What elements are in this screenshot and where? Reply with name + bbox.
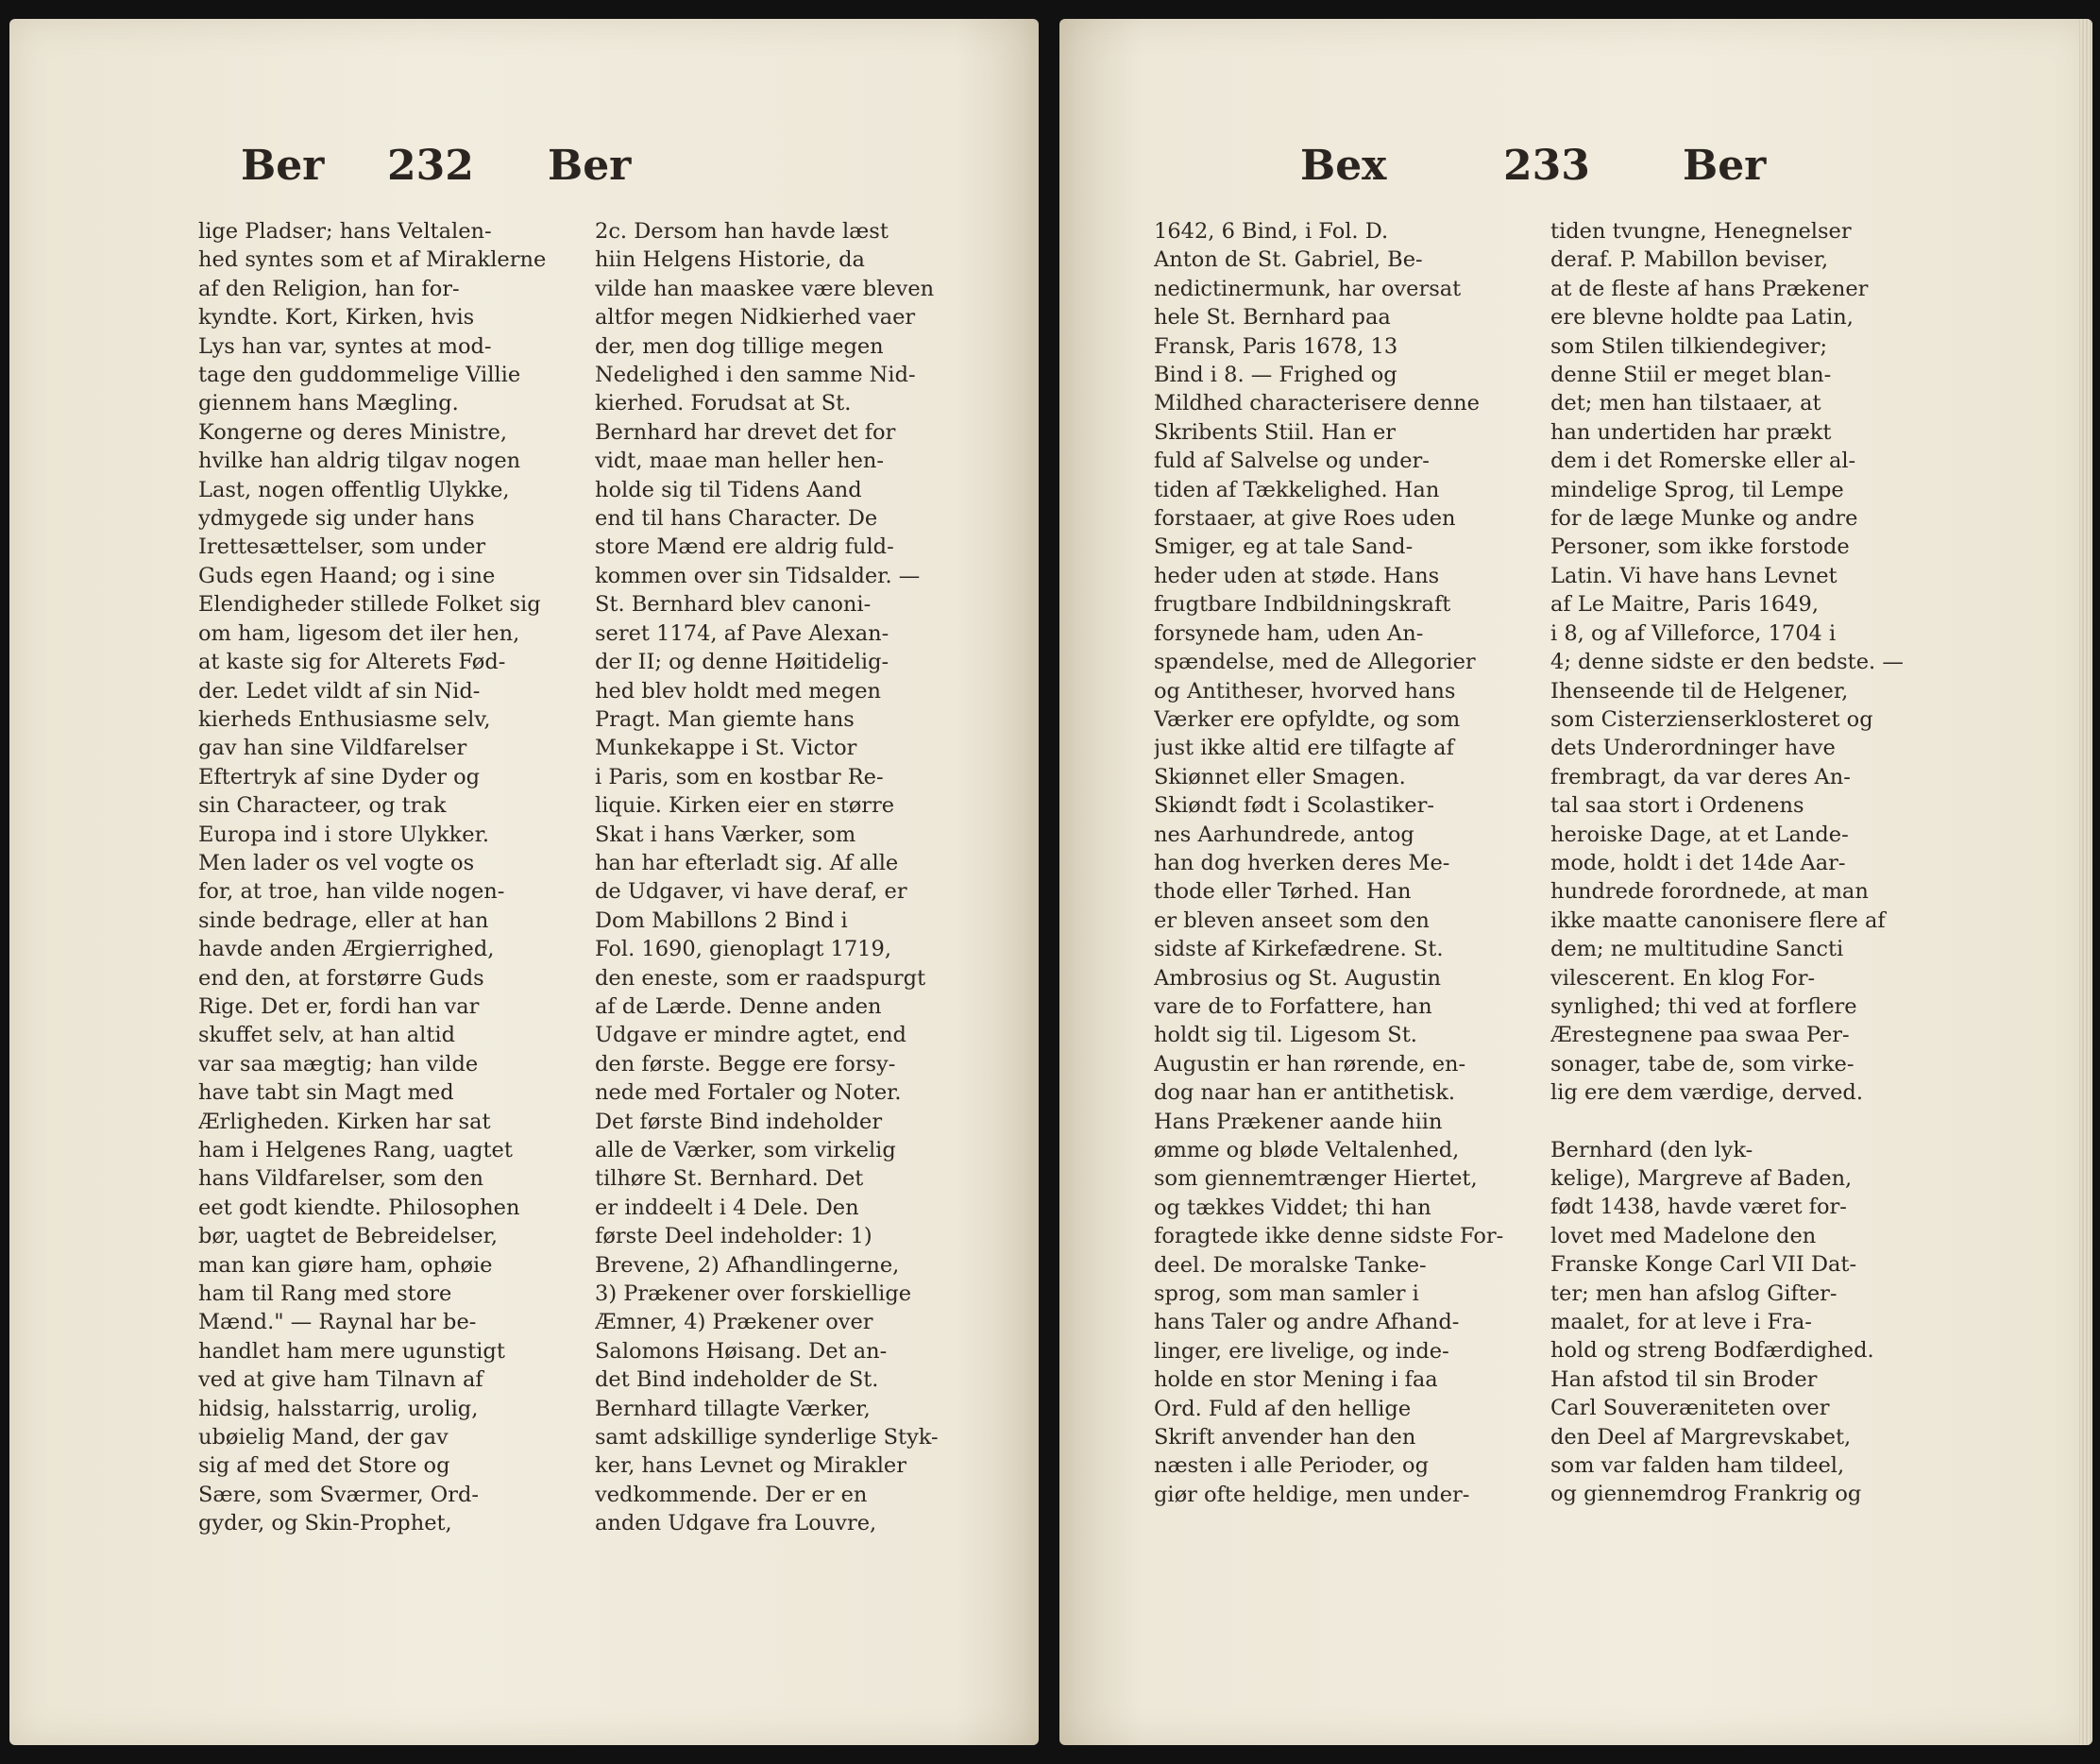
text-line: tiden tvungne, Henegnelser <box>1550 219 1852 244</box>
text-line: just ikke altid ere tilfagte af <box>1154 736 1454 761</box>
text-line: Fransk, Paris 1678, 13 <box>1154 333 1398 359</box>
text-line: deel. De moralske Tanke- <box>1154 1252 1427 1278</box>
text-line: frugtbare Indbildningskraft <box>1154 592 1451 618</box>
text-line: Kongerne og deres Ministre, <box>198 419 507 445</box>
text-line: hans Vildfarelser, som den <box>198 1166 483 1192</box>
text-line: som Cisterzienserklosteret og <box>1550 706 1873 732</box>
text-line: den Deel af Margrevskabet, <box>1550 1424 1852 1450</box>
text-line: bør, uagtet de Bebreidelser, <box>198 1224 498 1249</box>
text-line: Personer, som ikke forstode <box>1550 534 1850 560</box>
text-line: ham til Rang med store <box>198 1281 452 1307</box>
text-line: skuffet selv, at han altid <box>198 1023 455 1048</box>
text-line: Augustin er han rørende, en- <box>1154 1051 1466 1077</box>
text-line: der II; og denne Høitidelig- <box>595 650 889 675</box>
text-line: hele St. Bernhard paa <box>1154 305 1391 331</box>
text-line: af Le Maitre, Paris 1649, <box>1550 592 1819 618</box>
text-line: sidste af Kirkefædrene. St. <box>1154 937 1444 962</box>
text-line: lig ere dem værdige, derved. <box>1550 1080 1863 1106</box>
text-line: havde anden Ærgierrighed, <box>198 937 495 962</box>
text-line: ker, hans Levnet og Mirakler <box>595 1453 907 1479</box>
text-line: og tækkes Viddet; thi han <box>1154 1195 1431 1220</box>
text-line: 4; denne sidste er den bedste. — <box>1550 650 1904 675</box>
text-line: som Stilen tilkiendegiver; <box>1550 333 1828 359</box>
text-line: Bernhard har drevet det for <box>595 419 896 445</box>
text-line: Han afstod til sin Broder <box>1550 1366 1818 1392</box>
text-line: tage den guddommelige Villie <box>198 363 521 388</box>
text-line: kyndte. Kort, Kirken, hvis <box>198 305 475 331</box>
page-number: 232 <box>387 142 474 190</box>
text-line: tiden af Tækkelighed. Han <box>1154 477 1440 502</box>
text-line: Skrift anvender han den <box>1154 1425 1416 1450</box>
text-line: heder uden at støde. Hans <box>1154 563 1440 588</box>
text-line: sonager, tabe de, som virke- <box>1550 1051 1854 1077</box>
text-line: Pragt. Man giemte hans <box>595 706 855 732</box>
text-line: Franske Konge Carl VII Dat- <box>1550 1252 1857 1278</box>
text-line: Skiønnet eller Smagen. <box>1154 764 1406 789</box>
text-line: om ham, ligesom det iler hen, <box>198 620 520 646</box>
text-line: end til hans Character. De <box>595 506 878 532</box>
text-line: nede med Fortaler og Noter. <box>595 1080 902 1106</box>
right-page-header <box>1059 142 2092 198</box>
text-line: Ærestegnene paa swaa Per- <box>1550 1023 1850 1048</box>
text-line: kierhed. Forudsat at St. <box>595 391 852 416</box>
text-line: hvilke han aldrig tilgav nogen <box>198 449 521 474</box>
text-line: Brevene, 2) Afhandlingerne, <box>595 1252 900 1278</box>
text-line: de Udgaver, vi have deraf, er <box>595 879 907 905</box>
text-line: handlet ham mere ugunstigt <box>198 1338 505 1364</box>
text-line: hed syntes som et af Miraklerne <box>198 247 547 273</box>
text-line: mode, holdt i det 14de Aar- <box>1550 850 1846 875</box>
text-line: første Deel indeholder: 1) <box>595 1224 872 1249</box>
text-line: 2c. Dersom han havde læst <box>595 219 889 244</box>
text-line: sin Characteer, og trak <box>198 793 447 819</box>
text-line: end den, at forstørre Guds <box>198 965 484 991</box>
text-line <box>1550 1108 1923 1136</box>
text-line: ham i Helgenes Rang, uagtet <box>198 1138 513 1162</box>
text-line: sig af med det Store og <box>198 1453 450 1479</box>
text-line: heroiske Dage, at et Lande- <box>1550 822 1849 847</box>
text-line: giennem hans Mægling. <box>198 391 459 416</box>
text-line: lige Pladser; hans Veltalen- <box>198 219 492 244</box>
text-line: giør ofte heldige, men under- <box>1154 1482 1470 1507</box>
text-line: han har efterladt sig. Af alle <box>595 850 899 875</box>
text-line: Europa ind i store Ulykker. <box>198 822 490 847</box>
text-line: ømme og bløde Veltalenhed, <box>1154 1138 1460 1162</box>
text-line: Eftertryk af sine Dyder og <box>198 764 481 789</box>
text-line: Bernhard (den lyk- <box>1550 1137 1753 1162</box>
right-page-column-1 <box>1154 217 1527 1509</box>
text-line: den første. Begge ere forsy- <box>595 1051 896 1077</box>
text-line: Anton de St. Gabriel, Be- <box>1154 247 1423 273</box>
text-line: Hans Prækener aande hiin <box>1154 1109 1443 1134</box>
text-line: nes Aarhundrede, antog <box>1154 822 1414 847</box>
text-line: Fol. 1690, gienoplagt 1719, <box>595 937 891 962</box>
text-line: denne Stiil er meget blan- <box>1550 363 1832 388</box>
text-line: Salomons Høisang. Det an- <box>595 1338 888 1364</box>
right-page <box>1059 19 2092 1745</box>
text-line: Mildhed characterisere denne <box>1154 391 1480 416</box>
text-line: ubøielig Mand, der gav <box>198 1425 449 1450</box>
text-line: han undertiden har prækt <box>1550 419 1832 445</box>
text-line: 3) Prækener over forskiellige <box>595 1281 912 1307</box>
text-line: have tabt sin Magt med <box>198 1080 454 1106</box>
text-line: forstaaer, at give Roes uden <box>1154 506 1456 532</box>
text-line: han dog hverken deres Me- <box>1154 850 1450 875</box>
text-line: man kan giøre ham, ophøie <box>198 1252 493 1278</box>
text-line: Irettesættelser, som under <box>198 534 486 560</box>
text-line: altfor megen Nidkierhed vaer <box>595 305 916 331</box>
text-line: deraf. P. Mabillon beviser, <box>1550 247 1829 273</box>
text-line: tal saa stort i Ordenens <box>1550 793 1804 819</box>
text-line: forsynede ham, uden An- <box>1154 620 1424 646</box>
text-line: eet godt kiendte. Philosophen <box>198 1195 520 1220</box>
text-line: for, at troe, han vilde nogen- <box>198 879 505 905</box>
header-left-word: Bex <box>1300 142 1387 190</box>
text-line: holde en stor Mening i faa <box>1154 1367 1438 1393</box>
text-line: sinde bedrage, eller at han <box>198 907 489 933</box>
text-line: gyder, og Skin-Prophet, <box>198 1511 452 1536</box>
text-line: Skiøndt født i Scolastiker- <box>1154 793 1434 819</box>
text-line: Skribents Stiil. Han er <box>1154 419 1397 445</box>
text-line: Skat i hans Værker, som <box>595 822 856 847</box>
text-line: dets Underordninger have <box>1550 736 1836 761</box>
text-line: Det første Bind indeholder <box>595 1109 883 1134</box>
text-line: er bleven anseet som den <box>1154 907 1430 933</box>
text-line: anden Udgave fra Louvre, <box>595 1511 877 1536</box>
text-line: nedictinermunk, har oversat <box>1154 276 1462 301</box>
text-line: tilhøre St. Bernhard. Det <box>595 1166 864 1192</box>
text-line: hed blev holdt med megen <box>595 678 882 704</box>
text-line: næsten i alle Perioder, og <box>1154 1453 1430 1479</box>
page-number: 233 <box>1503 142 1590 190</box>
text-line: og giennemdrog Frankrig og <box>1550 1482 1862 1507</box>
text-line: hiin Helgens Historie, da <box>595 247 865 273</box>
text-line: Nedelighed i den samme Nid- <box>595 363 916 388</box>
text-line: synlighed; thi ved at forflere <box>1550 993 1857 1019</box>
text-line: maalet, for at leve i Fra- <box>1550 1310 1812 1335</box>
text-line: holde sig til Tidens Aand <box>595 477 862 502</box>
text-line: samt adskillige synderlige Styk- <box>595 1425 939 1450</box>
header-right-word: Ber <box>1683 142 1767 190</box>
text-line: født 1438, havde været for- <box>1550 1195 1847 1220</box>
text-line: og Antitheser, hvorved hans <box>1154 678 1456 704</box>
text-line: seret 1174, af Pave Alexan- <box>595 620 889 646</box>
text-line: Munkekappe i St. Victor <box>595 736 857 761</box>
text-line: linger, ere livelige, og inde- <box>1154 1338 1449 1364</box>
text-line: i 8, og af Villeforce, 1704 i <box>1550 620 1837 646</box>
text-line: liquie. Kirken eier en større <box>595 793 895 819</box>
text-line: ydmygede sig under hans <box>198 506 475 532</box>
text-line: af den Religion, han for- <box>198 276 460 301</box>
text-line: foragtede ikke denne sidste For- <box>1154 1224 1504 1249</box>
text-line: er inddeelt i 4 Dele. Den <box>595 1195 859 1220</box>
text-line: der, men dog tillige megen <box>595 333 884 359</box>
text-line: Ihenseende til de Helgener, <box>1550 678 1849 704</box>
text-line: den eneste, som er raadspurgt <box>595 965 926 991</box>
text-line: det Bind indeholder de St. <box>595 1367 879 1393</box>
text-line: dem; ne multitudine Sancti <box>1550 937 1844 962</box>
text-line: Bernhard tillagte Værker, <box>595 1396 871 1421</box>
text-line: vedkommende. Der er en <box>595 1482 868 1507</box>
text-line: Bind i 8. — Frighed og <box>1154 363 1397 388</box>
text-line: kierheds Enthusiasme selv, <box>198 706 491 732</box>
header-left-word: Ber <box>241 142 325 190</box>
header-right-word: Ber <box>548 142 632 190</box>
text-line: for de læge Munke og andre <box>1550 506 1858 532</box>
text-line: hidsig, halsstarrig, urolig, <box>198 1396 479 1421</box>
text-line: kommen over sin Tidsalder. — <box>595 563 921 588</box>
text-line: kelige), Margreve af Baden, <box>1550 1166 1853 1191</box>
text-line: dog naar han er antithetisk. <box>1154 1080 1456 1106</box>
text-line: der. Ledet vildt af sin Nid- <box>198 678 481 704</box>
text-line: vidt, maae man heller hen- <box>595 449 885 474</box>
text-line: dem i det Romerske eller al- <box>1550 449 1856 474</box>
text-line: Æmner, 4) Prækener over <box>595 1310 873 1335</box>
text-line: Ærligheden. Kirken har sat <box>198 1109 491 1134</box>
text-line: hans Taler og andre Afhand- <box>1154 1310 1460 1335</box>
text-line: gav han sine Vildfarelser <box>198 736 467 761</box>
text-line: Ambrosius og St. Augustin <box>1154 965 1441 991</box>
left-page-column-1 <box>198 217 571 1538</box>
text-line: i Paris, som en kostbar Re- <box>595 764 884 789</box>
text-line: Guds egen Haand; og i sine <box>198 563 496 588</box>
text-line: ikke maatte canonisere flere af <box>1550 907 1886 933</box>
text-line: Sære, som Sværmer, Ord- <box>198 1482 479 1507</box>
text-line: lovet med Madelone den <box>1550 1223 1817 1248</box>
text-line: Carl Souveræniteten over <box>1550 1396 1830 1421</box>
text-line: vare de to Forfattere, han <box>1154 993 1432 1019</box>
text-line: som giennemtrænger Hiertet, <box>1154 1166 1478 1192</box>
text-line: vilescerent. En klog For- <box>1550 965 1816 991</box>
text-line: var saa mægtig; han vilde <box>198 1051 479 1077</box>
text-line: Udgave er mindre agtet, end <box>595 1023 906 1048</box>
text-line: som var falden ham tildeel, <box>1550 1453 1845 1479</box>
text-line: Rige. Det er, fordi han var <box>198 993 480 1019</box>
left-page-column-2 <box>595 217 968 1538</box>
text-line: Elendigheder stillede Folket sig <box>198 592 541 618</box>
text-line: Dom Mabillons 2 Bind i <box>595 907 848 933</box>
text-line: ved at give ham Tilnavn af <box>198 1367 483 1393</box>
text-line: sprog, som man samler i <box>1154 1281 1419 1307</box>
text-line: ter; men han afslog Gifter- <box>1550 1281 1838 1306</box>
text-line: hundrede forordnede, at man <box>1550 879 1869 905</box>
text-line: Men lader os vel vogte os <box>198 850 475 875</box>
text-line: 1642, 6 Bind, i Fol. D. <box>1154 219 1389 244</box>
text-line: mindelige Sprog, til Lempe <box>1550 477 1844 502</box>
text-line: store Mænd ere aldrig fuld- <box>595 534 894 560</box>
text-line: Ord. Fuld af den hellige <box>1154 1396 1412 1421</box>
text-line: holdt sig til. Ligesom St. <box>1154 1023 1417 1048</box>
text-line: at kaste sig for Alterets Fød- <box>198 650 506 675</box>
text-line: spændelse, med de Allegorier <box>1154 650 1476 675</box>
right-page-column-2 <box>1550 217 1923 1509</box>
text-line: St. Bernhard blev canoni- <box>595 592 872 618</box>
text-line: ere blevne holdte paa Latin, <box>1550 305 1854 331</box>
text-line: Værker ere opfyldte, og som <box>1154 706 1461 732</box>
text-line: det; men han tilstaaer, at <box>1550 391 1821 416</box>
text-line: Mænd." — Raynal har be- <box>198 1310 477 1335</box>
page-edge <box>2079 19 2092 1745</box>
text-line: Last, nogen offentlig Ulykke, <box>198 477 510 502</box>
text-line: Smiger, eg at tale Sand- <box>1154 534 1414 560</box>
text-line: at de fleste af hans Prækener <box>1550 276 1869 301</box>
text-line: vilde han maaskee være bleven <box>595 276 935 301</box>
text-line: af de Lærde. Denne anden <box>595 993 882 1019</box>
text-line: Lys han var, syntes at mod- <box>198 333 492 359</box>
text-line: fuld af Salvelse og under- <box>1154 449 1430 474</box>
text-line: frembragt, da var deres An- <box>1550 764 1851 789</box>
text-line: alle de Værker, som virkelig <box>595 1138 896 1162</box>
text-line: Latin. Vi have hans Levnet <box>1550 563 1838 588</box>
left-page-header <box>9 142 1039 198</box>
text-line: thode eller Tørhed. Han <box>1154 879 1412 905</box>
text-line: hold og streng Bodfærdighed. <box>1550 1338 1874 1364</box>
left-page <box>9 19 1039 1745</box>
